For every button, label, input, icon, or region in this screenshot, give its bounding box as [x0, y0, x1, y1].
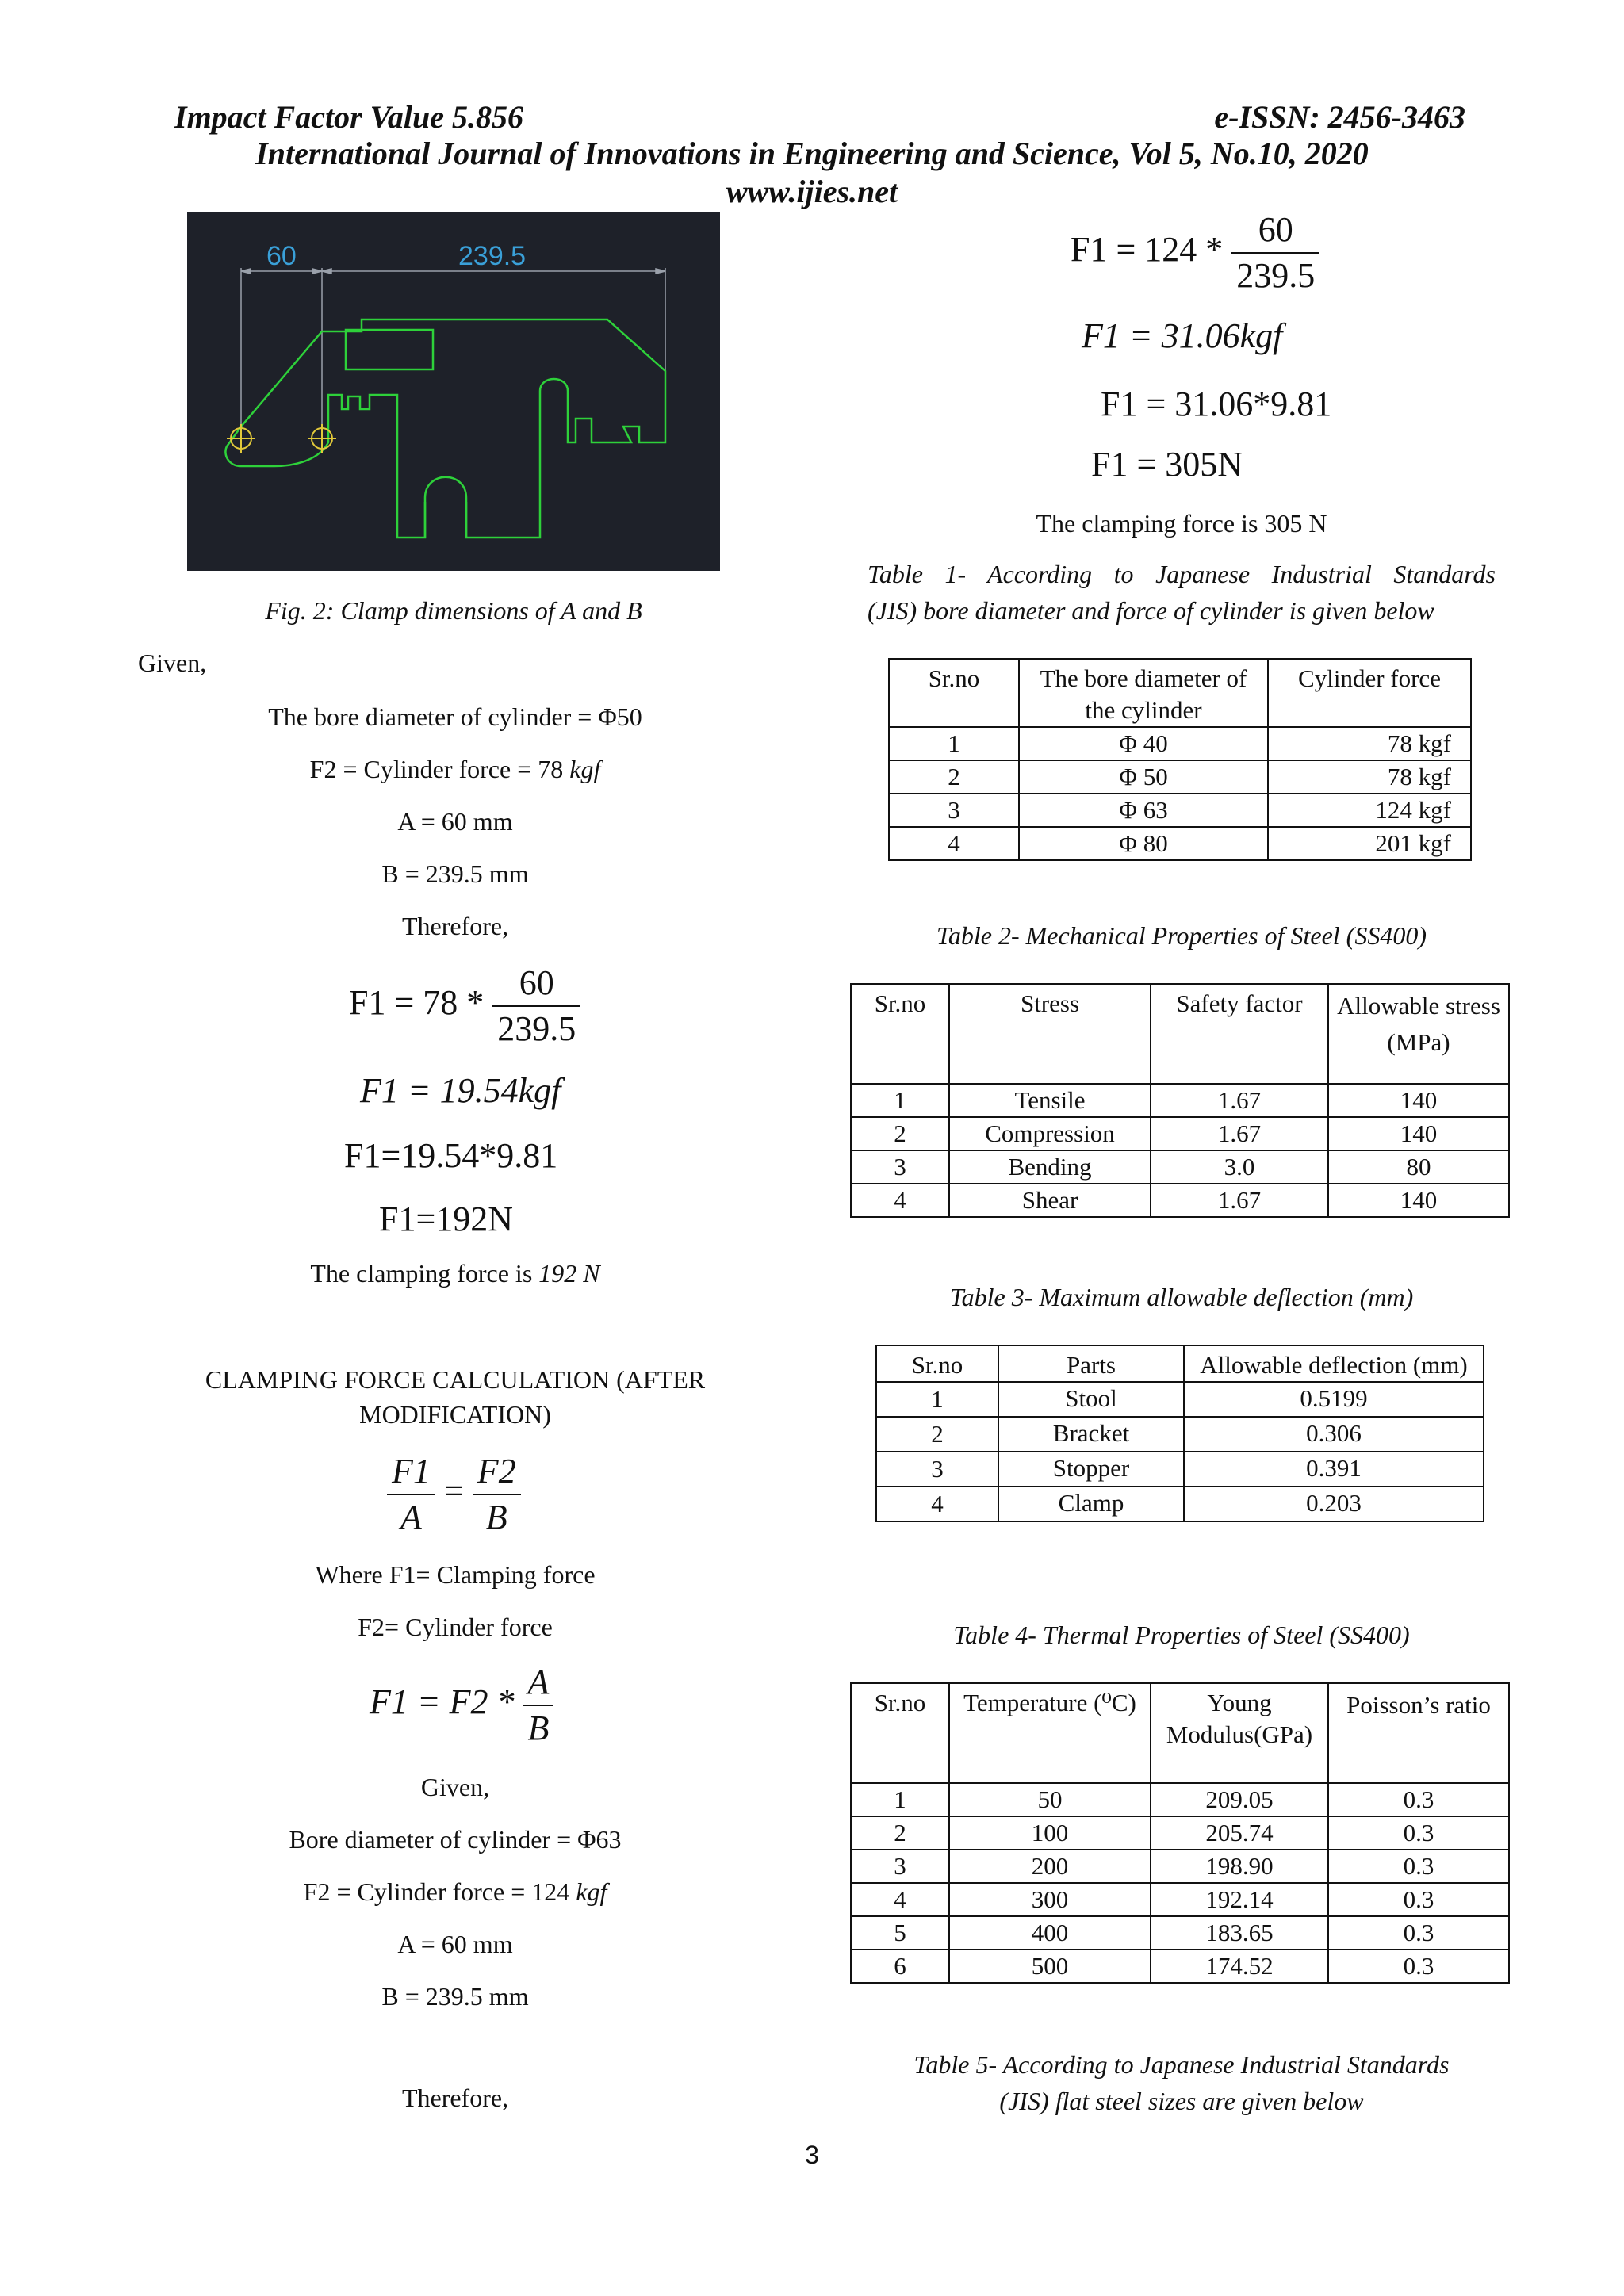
clamp-outline	[225, 320, 665, 538]
table-cell: 201 kgf	[1268, 827, 1471, 860]
table4-header-cell: Young Modulus(GPa)	[1151, 1683, 1328, 1783]
table-row	[889, 760, 1471, 794]
table-cell: 183.65	[1151, 1916, 1328, 1950]
table-cell: 0.3	[1328, 1816, 1509, 1850]
page-number: 3	[805, 2141, 819, 2169]
b-value-text: B = 239.5 mm	[381, 859, 529, 888]
table-row	[851, 1950, 1509, 1983]
equation-3-right: F1 = 31.06*9.81	[1101, 385, 1332, 423]
cylinder-force-unit: kgf	[569, 755, 601, 783]
table-cell: Φ 80	[1019, 827, 1268, 860]
ratio-equals: =	[443, 1471, 464, 1511]
table-row	[876, 1417, 1484, 1452]
table-cell: 3	[889, 794, 1019, 827]
equation-4-left: F1=192N	[379, 1200, 514, 1238]
eissn: e-ISSN: 2456-3463	[1214, 99, 1465, 135]
table-cell: 2	[889, 760, 1019, 794]
ratio-a: A	[400, 1498, 422, 1536]
table-cell: 6	[851, 1950, 949, 1983]
table3-header-cell: Allowable deflection (mm)	[1184, 1345, 1484, 1382]
table-cell: 2	[851, 1117, 949, 1150]
table2-header-cell: Safety factor	[1151, 984, 1328, 1084]
eq5-numerator: A	[523, 1660, 553, 1706]
ratio-f1: F1	[387, 1449, 435, 1495]
equation-5	[370, 1660, 553, 1751]
table-cell: 140	[1328, 1084, 1509, 1117]
table-cell: 209.05	[1151, 1783, 1328, 1816]
equation-2-right: F1 = 31.06kgf	[1082, 316, 1283, 355]
eq1-denominator: 239.5	[497, 1009, 576, 1048]
table-cell: 80	[1328, 1150, 1509, 1184]
result-prefix: The clamping force is	[310, 1259, 539, 1288]
table-cell: 0.203	[1184, 1487, 1484, 1521]
table-cell: 1	[851, 1783, 949, 1816]
table1-header-row	[889, 659, 1471, 727]
table-cell: 3	[851, 1150, 949, 1184]
impact-factor: Impact Factor Value 5.856	[174, 99, 524, 135]
table-cell: 174.52	[1151, 1950, 1328, 1983]
pivot-markers	[227, 424, 336, 453]
bore-diameter-text-2: Bore diameter of cylinder = Φ63	[289, 1825, 622, 1854]
table-row	[851, 1150, 1509, 1184]
table-cell: Tensile	[949, 1084, 1151, 1117]
eq1r-denominator: 239.5	[1236, 256, 1316, 295]
dim-a-label: 60	[266, 241, 297, 271]
table-row	[851, 1850, 1509, 1883]
table-cell: 4	[889, 827, 1019, 860]
table-cell: 0.3	[1328, 1850, 1509, 1883]
bore-diameter-text: The bore diameter of cylinder = Φ50	[268, 702, 642, 731]
table3-header-cell: Sr.no	[876, 1345, 998, 1382]
table-row	[851, 1783, 1509, 1816]
a-value-text: A = 60 mm	[397, 807, 513, 836]
eq1-lhs: F1 = 78 *	[349, 983, 485, 1023]
cylinder-force-prefix-2: F2 = Cylinder force = 124	[303, 1877, 576, 1906]
table-cell: 2	[876, 1417, 998, 1452]
table2-header-cell: Sr.no	[851, 984, 949, 1084]
table-row	[851, 1916, 1509, 1950]
table2	[850, 983, 1510, 1218]
cylinder-force-prefix: F2 = Cylinder force = 78	[309, 755, 570, 783]
table-cell: 0.3	[1328, 1950, 1509, 1983]
eq1-numerator: 60	[492, 961, 580, 1007]
table1-header-cell: Sr.no	[889, 659, 1019, 727]
table-row	[876, 1452, 1484, 1487]
clamping-force-result-left	[138, 1259, 772, 1288]
table-cell: 140	[1328, 1184, 1509, 1217]
table-cell: 4	[876, 1487, 998, 1521]
table4-header-row	[851, 1683, 1509, 1783]
table1-caption-line-2: (JIS) bore diameter and force of cylinder is given below	[868, 596, 1434, 625]
table1-caption-line-1: Table 1- According to Japanese Industrial Standards	[868, 560, 1496, 588]
table-cell: 100	[949, 1816, 1151, 1850]
table-cell: 0.3	[1328, 1883, 1509, 1916]
table-cell: 400	[949, 1916, 1151, 1950]
eq1r-numerator: 60	[1231, 208, 1320, 254]
clamp-drawing	[187, 212, 720, 571]
table3-header-cell: Parts	[998, 1345, 1184, 1382]
result-value: 192 N	[538, 1259, 600, 1288]
table2-header-cell: Allowable stress (MPa)	[1328, 984, 1509, 1084]
table3-header-row	[876, 1345, 1484, 1382]
table3-caption: Table 3- Maximum allowable deflection (mm)	[949, 1283, 1414, 1311]
cylinder-force-text	[138, 755, 772, 784]
table2-header-cell: Stress	[949, 984, 1151, 1084]
cylinder-force-text-2	[138, 1877, 772, 1907]
given-label-2: Given,	[420, 1773, 490, 1801]
table-cell: 0.391	[1184, 1452, 1484, 1487]
eq5-denominator: B	[527, 1709, 550, 1747]
table4	[850, 1682, 1510, 1984]
equation-3-left: F1=19.54*9.81	[344, 1136, 558, 1175]
table-cell: 1.67	[1151, 1184, 1328, 1217]
table-cell: 4	[851, 1883, 949, 1916]
table2-header-row	[851, 984, 1509, 1084]
table4-header-cell: Temperature (⁰C)	[949, 1683, 1151, 1783]
where-f1-text: Where F1= Clamping force	[315, 1560, 596, 1589]
table-row	[889, 727, 1471, 760]
table-cell: 50	[949, 1783, 1151, 1816]
b-value-text-2: B = 239.5 mm	[381, 1982, 529, 2011]
table4-header-cell: Poisson’s ratio	[1328, 1683, 1509, 1783]
table-cell: 78 kgf	[1268, 727, 1471, 760]
table-cell: Stopper	[998, 1452, 1184, 1487]
table-row	[851, 1816, 1509, 1850]
table-cell: 124 kgf	[1268, 794, 1471, 827]
ratio-equation	[387, 1449, 521, 1540]
table1-header-cell: The bore diameter of the cylinder	[1019, 659, 1268, 727]
table-cell: Bending	[949, 1150, 1151, 1184]
journal-url: www.ijies.net	[726, 174, 898, 209]
table-cell: Φ 50	[1019, 760, 1268, 794]
table-cell: Bracket	[998, 1417, 1184, 1452]
table-cell: 1	[889, 727, 1019, 760]
section-heading-line-2: MODIFICATION)	[359, 1400, 551, 1429]
clamp-figure	[187, 212, 720, 571]
table-row	[889, 827, 1471, 860]
table1	[888, 658, 1472, 861]
table-cell: 500	[949, 1950, 1151, 1983]
equation-2-left: F1 = 19.54kgf	[360, 1071, 561, 1110]
equation-1-right	[1071, 208, 1320, 298]
table-cell: Φ 63	[1019, 794, 1268, 827]
table-row	[851, 1117, 1509, 1150]
table-row	[876, 1382, 1484, 1417]
cylinder-force-unit-2: kgf	[576, 1877, 607, 1906]
table-cell: 0.5199	[1184, 1382, 1484, 1417]
therefore-label: Therefore,	[401, 912, 509, 940]
therefore-label-2: Therefore,	[401, 2084, 509, 2112]
table2-caption: Table 2- Mechanical Properties of Steel (SS400)	[936, 921, 1427, 950]
table-cell: 0.3	[1328, 1916, 1509, 1950]
table-cell: Φ 40	[1019, 727, 1268, 760]
table-cell: 1.67	[1151, 1117, 1328, 1150]
where-f2-text: F2= Cylinder force	[358, 1613, 553, 1641]
eq5-lhs: F1 = F2 *	[370, 1682, 515, 1722]
table-cell: 3	[851, 1850, 949, 1883]
table4-caption: Table 4- Thermal Properties of Steel (SS400)	[953, 1621, 1410, 1649]
table-cell: 200	[949, 1850, 1151, 1883]
dim-b-label: 239.5	[458, 241, 527, 271]
table-cell: 0.306	[1184, 1417, 1484, 1452]
table1-header-cell: Cylinder force	[1268, 659, 1471, 727]
table-cell: Compression	[949, 1117, 1151, 1150]
table4-header-cell: Sr.no	[851, 1683, 949, 1783]
table-cell: 2	[851, 1816, 949, 1850]
table-row	[851, 1883, 1509, 1916]
table-row	[851, 1184, 1509, 1217]
table-cell: Clamp	[998, 1487, 1184, 1521]
table-cell: 0.3	[1328, 1783, 1509, 1816]
given-label: Given,	[138, 649, 207, 677]
table-row	[889, 794, 1471, 827]
table-cell: 5	[851, 1916, 949, 1950]
table-cell: Stool	[998, 1382, 1184, 1417]
a-value-text-2: A = 60 mm	[397, 1930, 513, 1958]
table-cell: Shear	[949, 1184, 1151, 1217]
table-row	[851, 1084, 1509, 1117]
table-cell: 4	[851, 1184, 949, 1217]
table-cell: 192.14	[1151, 1883, 1328, 1916]
equation-1-left	[349, 961, 580, 1051]
table-row	[876, 1487, 1484, 1521]
table-cell: 3	[876, 1452, 998, 1487]
ratio-b: B	[485, 1498, 508, 1536]
table-cell: 78 kgf	[1268, 760, 1471, 794]
table-cell: 1	[876, 1382, 998, 1417]
clamping-force-result-right: The clamping force is 305 N	[1036, 509, 1327, 538]
table-cell: 198.90	[1151, 1850, 1328, 1883]
table5-caption-line-2: (JIS) flat steel sizes are given below	[999, 2087, 1364, 2115]
ratio-f2: F2	[473, 1449, 521, 1495]
table3	[875, 1345, 1484, 1522]
table-cell: 1.67	[1151, 1084, 1328, 1117]
section-heading-line-1: CLAMPING FORCE CALCULATION (AFTER	[205, 1365, 706, 1394]
table5-caption-line-1: Table 5- According to Japanese Industrial Standards	[914, 2050, 1450, 2079]
journal-title: International Journal of Innovations in Engineering and Science, Vol 5, No.10, 2020	[255, 136, 1369, 171]
table-cell: 300	[949, 1883, 1151, 1916]
table-cell: 1	[851, 1084, 949, 1117]
table-cell: 140	[1328, 1117, 1509, 1150]
eq1r-lhs: F1 = 124 *	[1071, 230, 1224, 270]
figure-caption: Fig. 2: Clamp dimensions of A and B	[265, 596, 642, 625]
table-cell: 3.0	[1151, 1150, 1328, 1184]
equation-4-right: F1 = 305N	[1091, 445, 1243, 484]
table-cell: 205.74	[1151, 1816, 1328, 1850]
